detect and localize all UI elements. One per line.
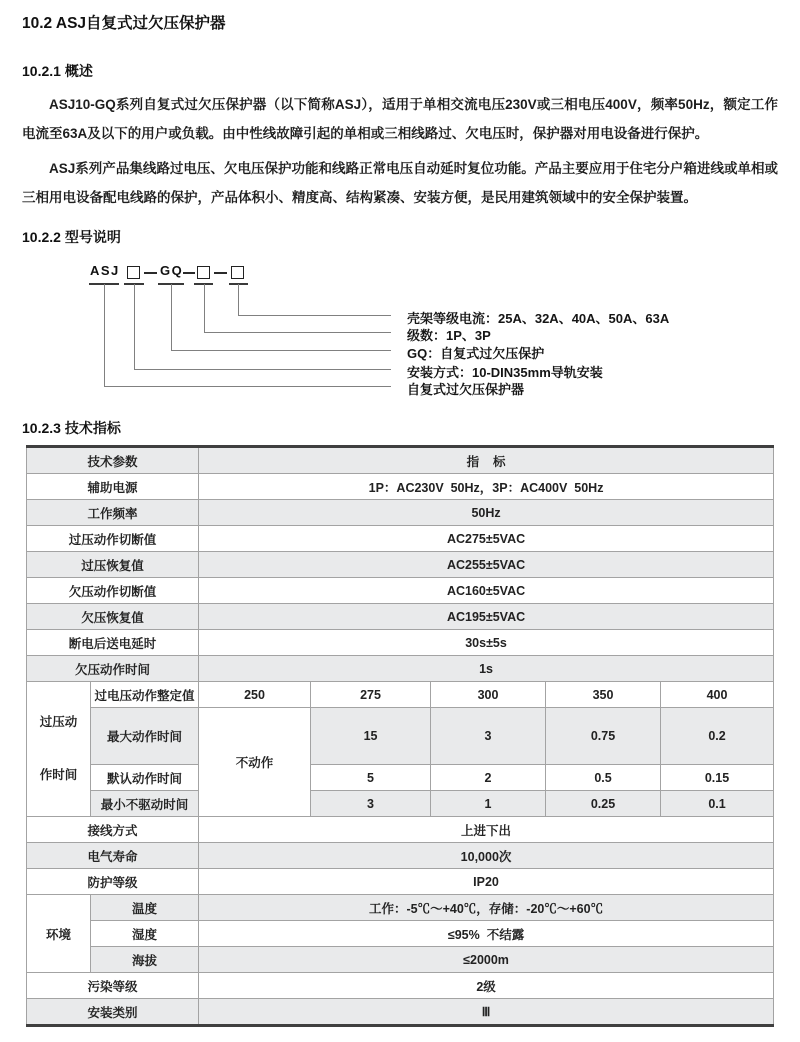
table-row [27,526,774,552]
spec-value-cell: 15 [311,708,431,765]
spec-value-cell: 1s [199,656,774,682]
table-row-env-temp [27,895,774,921]
spec-value-cell: 5 [311,765,431,791]
spec-value-cell: ≤2000m [199,947,774,973]
spec-param-cell: 污染等级 [27,973,199,999]
spec-param-cell: 欠压动作切断值 [27,578,199,604]
spec-value-cell: 250 [199,682,311,708]
spec-value-cell: 0.5 [546,765,661,791]
spec-param-cell: 欠压动作时间 [27,656,199,682]
table-row [27,604,774,630]
ov-group-label-line1: 过压动 [39,715,78,729]
spec-value-cell: 275 [311,682,431,708]
spec-param-cell: 电气寿命 [27,843,199,869]
section-heading-overview: 10.2.1 概述 [22,63,93,79]
model-dash-1 [144,272,157,274]
spec-param-cell: 接线方式 [27,817,199,843]
spec-value-cell: 1P：AC230V 50Hz，3P：AC400V 50Hz [199,474,774,500]
spec-value-cell: 0.75 [546,708,661,765]
spec-value-cell: 工作：-5℃～+40℃，存储：-20℃～+60℃ [199,895,774,921]
model-label-mounting: 安装方式：10-DIN35mm导轨安装 [407,365,603,380]
spec-param-cell: 默认动作时间 [91,765,199,791]
table-row-ov-default [27,765,774,791]
spec-value-cell: 350 [546,682,661,708]
spec-param-cell: 辅助电源 [27,474,199,500]
table-row-ov-setting [27,682,774,708]
spec-value-cell: 上进下出 [199,817,774,843]
spec-param-cell: 过压动作切断值 [27,526,199,552]
table-row [27,552,774,578]
spec-param-cell: 海拔 [91,947,199,973]
section-heading-model: 10.2.2 型号说明 [22,229,121,245]
spec-value-cell: 0.15 [661,765,774,791]
spec-table [26,445,774,1027]
table-row [27,578,774,604]
section-heading-specs: 10.2.3 技术指标 [22,420,121,436]
model-placeholder-box-1 [127,266,140,279]
ov-group-label-cell [27,682,91,817]
table-row [27,999,774,1026]
spec-value-cell: ≤95% 不结露 [199,921,774,947]
spec-value-cell: 0.25 [546,791,661,817]
spec-value-cell: 300 [431,682,546,708]
table-row-ov-max [27,708,774,765]
model-prefix-text: ASJ [90,263,120,278]
model-dash-2 [183,272,195,274]
model-mid-text: GQ [160,263,184,278]
model-dash-3 [214,272,227,274]
model-placeholder-box-2 [197,266,210,279]
spec-param-cell: 技术参数 [27,447,199,474]
spec-value-cell: 0.2 [661,708,774,765]
model-label-poles: 级数：1P、3P [407,328,491,343]
spec-value-cell: 2 [431,765,546,791]
spec-value-cell: 0.1 [661,791,774,817]
spec-value-cell: 10,000次 [199,843,774,869]
table-row [27,817,774,843]
spec-param-cell: 过电压动作整定值 [91,682,199,708]
spec-param-cell: 最大动作时间 [91,708,199,765]
spec-value-cell: AC255±5VAC [199,552,774,578]
no-action-cell: 不动作 [199,708,311,817]
model-placeholder-box-3 [231,266,244,279]
spec-param-cell: 防护等级 [27,869,199,895]
spec-value-cell: 3 [311,791,431,817]
spec-value-cell: Ⅲ [199,999,774,1026]
table-row [27,656,774,682]
table-row-env-humidity [27,921,774,947]
model-number-diagram [22,259,778,419]
spec-value-cell: 400 [661,682,774,708]
spec-param-cell: 欠压恢复值 [27,604,199,630]
spec-param-cell: 最小不驱动时间 [91,791,199,817]
spec-param-cell: 温度 [91,895,199,921]
model-label-device: 自复式过欠压保护器 [407,382,525,397]
table-row [27,500,774,526]
table-row [27,474,774,500]
spec-value-cell: IP20 [199,869,774,895]
overview-paragraph-2: ASJ系列产品集线路过电压、欠电压保护功能和线路正常电压自动延时复位功能。产品主要应用于住宅分户箱进线或单相或三相用电设备配电线路的保护，产品体积小、精度高、结构紧凑、安装方便，是民用建筑领域中的安全保护装置。 [22,161,778,205]
spec-value-cell: AC275±5VAC [199,526,774,552]
spec-value-cell: 1 [431,791,546,817]
spec-param-cell: 湿度 [91,921,199,947]
table-row [27,869,774,895]
env-group-label-cell: 环境 [27,895,91,973]
spec-value-cell: AC195±5VAC [199,604,774,630]
connector-line-device [104,284,391,387]
spec-param-cell: 安装类别 [27,999,199,1026]
spec-value-cell: 50Hz [199,500,774,526]
spec-value-cell: 30s±5s [199,630,774,656]
table-row-env-altitude [27,947,774,973]
table-row-ov-min [27,791,774,817]
spec-value-cell: AC160±5VAC [199,578,774,604]
ov-group-label-line2: 作时间 [39,768,78,782]
model-label-frame-current: 壳架等级电流：25A、32A、40A、50A、63A [407,311,670,326]
spec-value-cell: 指 标 [199,447,774,474]
overview-paragraph-1: ASJ10-GQ系列自复式过欠压保护器（以下简称ASJ），适用于单相交流电压230V或三相电压400V，频率50Hz，额定工作电流至63A及以下的用户或负载。由中性线故障引起的单相或三相线路过、欠电压时，保护器对用电设备进行保护。 [22,97,778,141]
spec-value-cell: 2级 [199,973,774,999]
model-label-gq: GQ：自复式过欠压保护 [407,346,545,361]
table-row [27,630,774,656]
spec-param-cell: 工作频率 [27,500,199,526]
table-row [27,973,774,999]
page-title: 10.2 ASJ自复式过欠压保护器 [22,15,226,32]
spec-param-cell: 过压恢复值 [27,552,199,578]
spec-param-cell: 断电后送电延时 [27,630,199,656]
table-header-row [27,447,774,474]
table-row [27,843,774,869]
spec-value-cell: 3 [431,708,546,765]
